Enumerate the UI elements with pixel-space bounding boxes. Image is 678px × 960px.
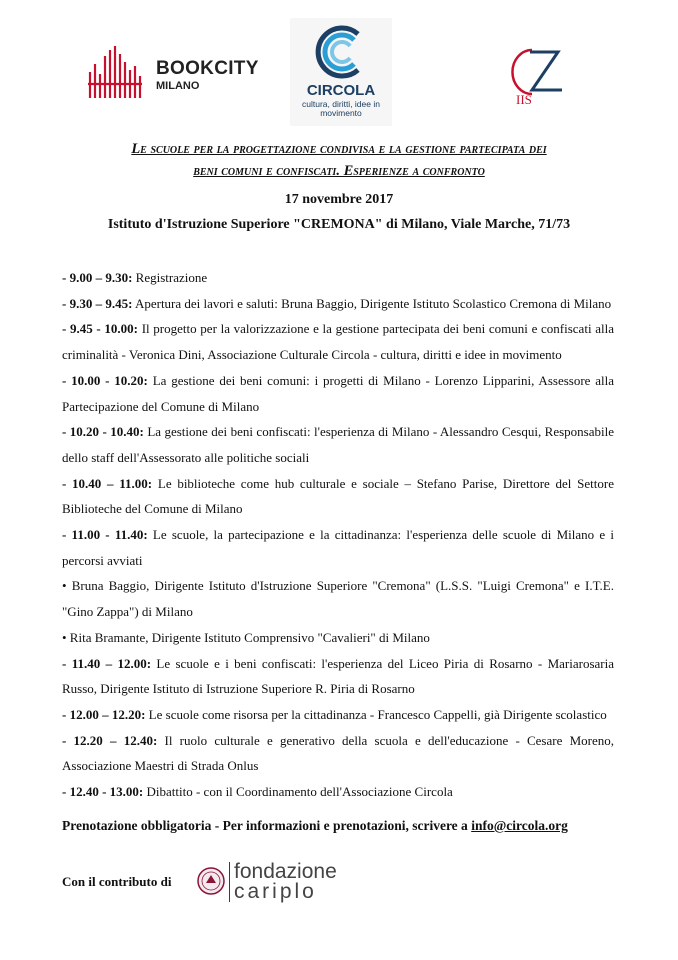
bookcity-name: BOOKCITY (156, 58, 259, 79)
booking-note (62, 818, 622, 834)
circola-tagline: cultura, diritti, idee in movimento (302, 99, 380, 118)
program-speaker (62, 573, 614, 624)
svg-text:IIS: IIS (516, 92, 532, 106)
program-text: Le biblioteche come hub culturale e sociale – Stefano Parise, Direttore del Settore Biblioteche del Comune di Milano (62, 475, 614, 517)
program-item (62, 291, 614, 317)
program-time: - 11.40 – 12.00: (62, 655, 152, 671)
program-item (62, 471, 614, 522)
program-time: - 11.00 - 11.40: (62, 527, 148, 543)
program-time: - 9.00 – 9.30: (62, 270, 133, 285)
program-item (62, 316, 614, 367)
program-text: • Rita Bramante, Dirigente Istituto Comprensivo "Cavalieri" di Milano (62, 629, 430, 645)
email-link[interactable]: info@circola.org (471, 818, 568, 833)
event-venue: Istituto d'Istruzione Superiore "CREMONA" di Milano, Viale Marche, 71/73 (107, 217, 571, 232)
program-time: - 12.00 – 12.20: (62, 706, 146, 722)
program-time: - 10.40 – 11.00: (62, 475, 153, 491)
program-text: Le scuole, la partecipazione e la cittadinanza: l'esperienza delle scuole di Milano e i percorsi avviati (62, 527, 614, 568)
program-text: Dibattito - con il Coordinamento dell'Associazione Circola (143, 784, 453, 800)
program-text: Apertura dei lavori e saluti: Bruna Baggio, Dirigente Istituto Scolastico Cremona di Milano (132, 295, 612, 311)
program-text: Il ruolo culturale e generativo della scuola e dell'educazione - Cesare Moreno, Associazione Maestri di Strada Onlus (62, 732, 614, 774)
circola-logo (290, 18, 392, 126)
program-text: La gestione dei beni confiscati: l'esperienza di Milano - Alessandro Cesqui, Responsabile dello staff dell'Assessorato alle politiche sociali (62, 424, 614, 465)
program-item (62, 419, 614, 470)
program-time: - 10.00 - 10.20: (62, 372, 148, 388)
program-item (62, 522, 614, 573)
program-time: - 9.45 - 10.00: (62, 321, 139, 337)
cariplo-logo (196, 860, 346, 906)
program-item (62, 702, 614, 728)
program-time: - 12.40 - 13.00: (62, 784, 144, 800)
event-title (40, 138, 638, 182)
cariplo-word-1: fondazione (234, 860, 337, 883)
title-line-2: beni comuni e confiscati. Esperienze a confronto (193, 163, 485, 179)
circola-name: CIRCOLA (306, 82, 376, 99)
program-time: - 10.20 - 10.40: (62, 424, 144, 440)
program-text: Le scuole e i beni confiscati: l'esperienza del Liceo Piria di Rosarno - Mariarosaria Russo, Dirigente Istituto di Istruzione Superiore R. Piria di Rosarno (62, 655, 614, 697)
program-time: - 12.20 – 12.40: (62, 732, 158, 748)
booking-text: Prenotazione obbligatoria - Per informazioni e prenotazioni, scrivere a (62, 818, 472, 833)
program-text: Registrazione (132, 270, 208, 285)
program-item (62, 368, 614, 419)
cz-monogram-logo-icon (510, 44, 574, 106)
event-date: 17 novembre 2017 (284, 192, 394, 207)
cariplo-word-2: cariplo (234, 880, 317, 903)
bookshelf-logo-icon (86, 44, 148, 100)
program-time: - 9.30 – 9.45: (62, 295, 133, 311)
bookcity-city: MILANO (156, 80, 200, 92)
program-text: Le scuole come risorsa per la cittadinanza - Francesco Cappelli, già Dirigente scolastico (145, 706, 607, 722)
bookcity-logo (86, 44, 276, 100)
program-list (62, 265, 614, 805)
logo-bar (0, 0, 678, 130)
program-text: La gestione dei beni comuni: i progetti di Milano - Lorenzo Lipparini, Assessore alla Partecipazione del Comune di Milano (62, 372, 614, 414)
program-text: • Bruna Baggio, Dirigente Istituto d'Istruzione Superiore "Cremona" (L.S.S. "Luigi Cremona" e I.T.E. "Gino Zappa") di Milano (62, 578, 614, 620)
program-item (62, 651, 614, 702)
program-speaker (62, 625, 614, 651)
program-text: Il progetto per la valorizzazione e la gestione partecipata dei beni comuni e confiscati alla criminalità - Veronica Dini, Associazione Culturale Circola - cultura, diritti e idee in movimento (62, 321, 614, 363)
title-line-1: Le scuole per la progettazione condivisa e la gestione partecipata dei (131, 141, 547, 157)
cariplo-divider (229, 862, 230, 902)
program-item (62, 779, 614, 805)
program-item (62, 265, 614, 291)
circola-c-logo-icon (314, 24, 368, 80)
contribution-label: Con il contributo di (62, 874, 172, 889)
cariplo-seal-icon (196, 866, 226, 896)
program-item (62, 728, 614, 779)
